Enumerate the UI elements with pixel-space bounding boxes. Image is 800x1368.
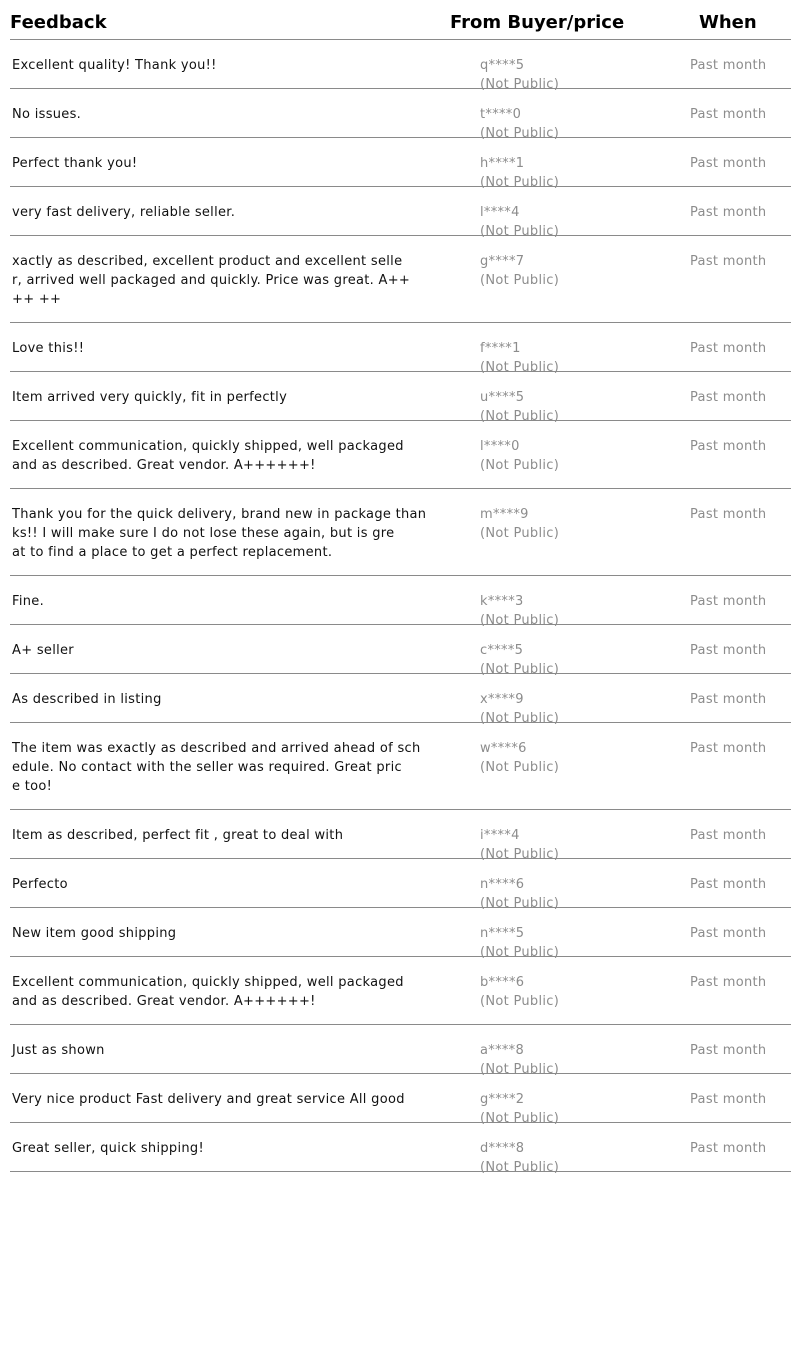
price-text: (Not Public) (480, 175, 560, 190)
when-text: Past month (690, 107, 767, 122)
buyer-id: w****6 (480, 741, 527, 756)
feedback-text: Love this!! (12, 341, 85, 356)
buyer-id: q****5 (480, 58, 525, 73)
feedback-text: New item good shipping (12, 926, 177, 941)
buyer-cell (480, 973, 559, 1011)
table-row (10, 576, 791, 628)
when-text: Past month (690, 877, 767, 892)
feedback-text: Perfect thank you! (12, 156, 138, 171)
table-row (10, 1074, 791, 1126)
feedback-text: xactly as described, excellent product and excellent selle r, arrived well packaged and quickly. Price was great. A++ ++ ++ (12, 254, 411, 307)
buyer-id: n****6 (480, 877, 525, 892)
table-row (10, 421, 791, 489)
table-row (10, 908, 791, 960)
price-text: (Not Public) (480, 273, 560, 288)
when-text: Past month (690, 643, 767, 658)
price-text: (Not Public) (480, 945, 560, 960)
feedback-table (10, 0, 791, 1175)
price-text: (Not Public) (480, 126, 560, 141)
buyer-id: f****1 (480, 341, 521, 356)
when-text: Past month (690, 1141, 767, 1156)
table-row (10, 236, 791, 323)
table-row (10, 810, 791, 862)
when-text: Past month (690, 254, 767, 269)
feedback-text: Item arrived very quickly, fit in perfectly (12, 390, 288, 405)
feedback-text: Thank you for the quick delivery, brand new in package than ks!! I will make sure I do not lose these again, but is gre at to find a place to get a perfect replacement. (12, 507, 427, 560)
column-header-feedback: Feedback (10, 12, 107, 33)
buyer-id: c****5 (480, 643, 524, 658)
when-text: Past month (690, 390, 767, 405)
buyer-id: i****4 (480, 828, 520, 843)
table-row (10, 674, 791, 726)
when-text: Past month (690, 741, 767, 756)
table-row (10, 372, 791, 424)
when-text: Past month (690, 692, 767, 707)
when-text: Past month (690, 594, 767, 609)
when-text: Past month (690, 975, 767, 990)
price-text: (Not Public) (480, 760, 560, 775)
buyer-id: l****4 (480, 205, 520, 220)
buyer-id: k****3 (480, 594, 524, 609)
buyer-id: t****0 (480, 107, 522, 122)
table-row (10, 957, 791, 1025)
buyer-id: b****6 (480, 975, 525, 990)
feedback-text: Excellent communication, quickly shipped, well packaged and as described. Great vendor. A++++++! (12, 439, 404, 473)
buyer-id: d****8 (480, 1141, 525, 1156)
column-header-when: When (699, 12, 757, 33)
price-text: (Not Public) (480, 847, 560, 862)
when-text: Past month (690, 828, 767, 843)
buyer-id: l****0 (480, 439, 520, 454)
when-text: Past month (690, 341, 767, 356)
when-text: Past month (690, 507, 767, 522)
buyer-id: a****8 (480, 1043, 525, 1058)
price-text: (Not Public) (480, 77, 560, 92)
feedback-text: Perfecto (12, 877, 68, 892)
when-text: Past month (690, 1092, 767, 1107)
feedback-text: Great seller, quick shipping! (12, 1141, 204, 1156)
feedback-text: A+ seller (12, 643, 74, 658)
when-text: Past month (690, 1043, 767, 1058)
table-row (10, 625, 791, 677)
feedback-text: very fast delivery, reliable seller. (12, 205, 236, 220)
table-row (10, 859, 791, 911)
table-row (10, 89, 791, 141)
column-header-buyer-price: From Buyer/price (450, 12, 625, 33)
price-text: (Not Public) (480, 1111, 560, 1126)
table-row (10, 1123, 791, 1175)
feedback-text: Item as described, perfect fit , great to deal with (12, 828, 344, 843)
price-text: (Not Public) (480, 360, 560, 375)
price-text: (Not Public) (480, 662, 560, 677)
feedback-text: No issues. (12, 107, 82, 122)
buyer-cell (480, 505, 559, 543)
table-row (10, 187, 791, 239)
price-text: (Not Public) (480, 896, 560, 911)
table-row (10, 138, 791, 190)
price-text: (Not Public) (480, 526, 560, 541)
feedback-text: Excellent quality! Thank you!! (12, 58, 217, 73)
buyer-id: n****5 (480, 926, 525, 941)
table-row (10, 489, 791, 576)
buyer-id: h****1 (480, 156, 525, 171)
buyer-cell (480, 739, 559, 777)
price-text: (Not Public) (480, 458, 560, 473)
feedback-text: Excellent communication, quickly shipped, well packaged and as described. Great vendor. A++++++! (12, 975, 404, 1009)
table-header (10, 0, 791, 40)
price-text: (Not Public) (480, 994, 560, 1009)
price-text: (Not Public) (480, 1160, 560, 1175)
when-text: Past month (690, 58, 767, 73)
table-row (10, 1025, 791, 1077)
price-text: (Not Public) (480, 613, 560, 628)
buyer-cell (480, 252, 559, 290)
feedback-text: As described in listing (12, 692, 162, 707)
feedback-text: Fine. (12, 594, 45, 609)
buyer-id: u****5 (480, 390, 525, 405)
buyer-cell (480, 1139, 559, 1177)
when-text: Past month (690, 156, 767, 171)
table-row (10, 323, 791, 375)
table-row (10, 723, 791, 810)
feedback-text: Very nice product Fast delivery and great service All good (12, 1092, 405, 1107)
when-text: Past month (690, 205, 767, 220)
price-text: (Not Public) (480, 1062, 560, 1077)
table-row (10, 40, 791, 92)
price-text: (Not Public) (480, 409, 560, 424)
when-text: Past month (690, 926, 767, 941)
when-text: Past month (690, 439, 767, 454)
buyer-id: g****7 (480, 254, 525, 269)
price-text: (Not Public) (480, 224, 560, 239)
feedback-text: Just as shown (12, 1043, 105, 1058)
buyer-cell (480, 437, 559, 475)
buyer-id: m****9 (480, 507, 529, 522)
buyer-id: x****9 (480, 692, 524, 707)
price-text: (Not Public) (480, 711, 560, 726)
buyer-id: g****2 (480, 1092, 525, 1107)
feedback-text: The item was exactly as described and arrived ahead of sch edule. No contact with the seller was required. Great pric e too! (12, 741, 421, 794)
